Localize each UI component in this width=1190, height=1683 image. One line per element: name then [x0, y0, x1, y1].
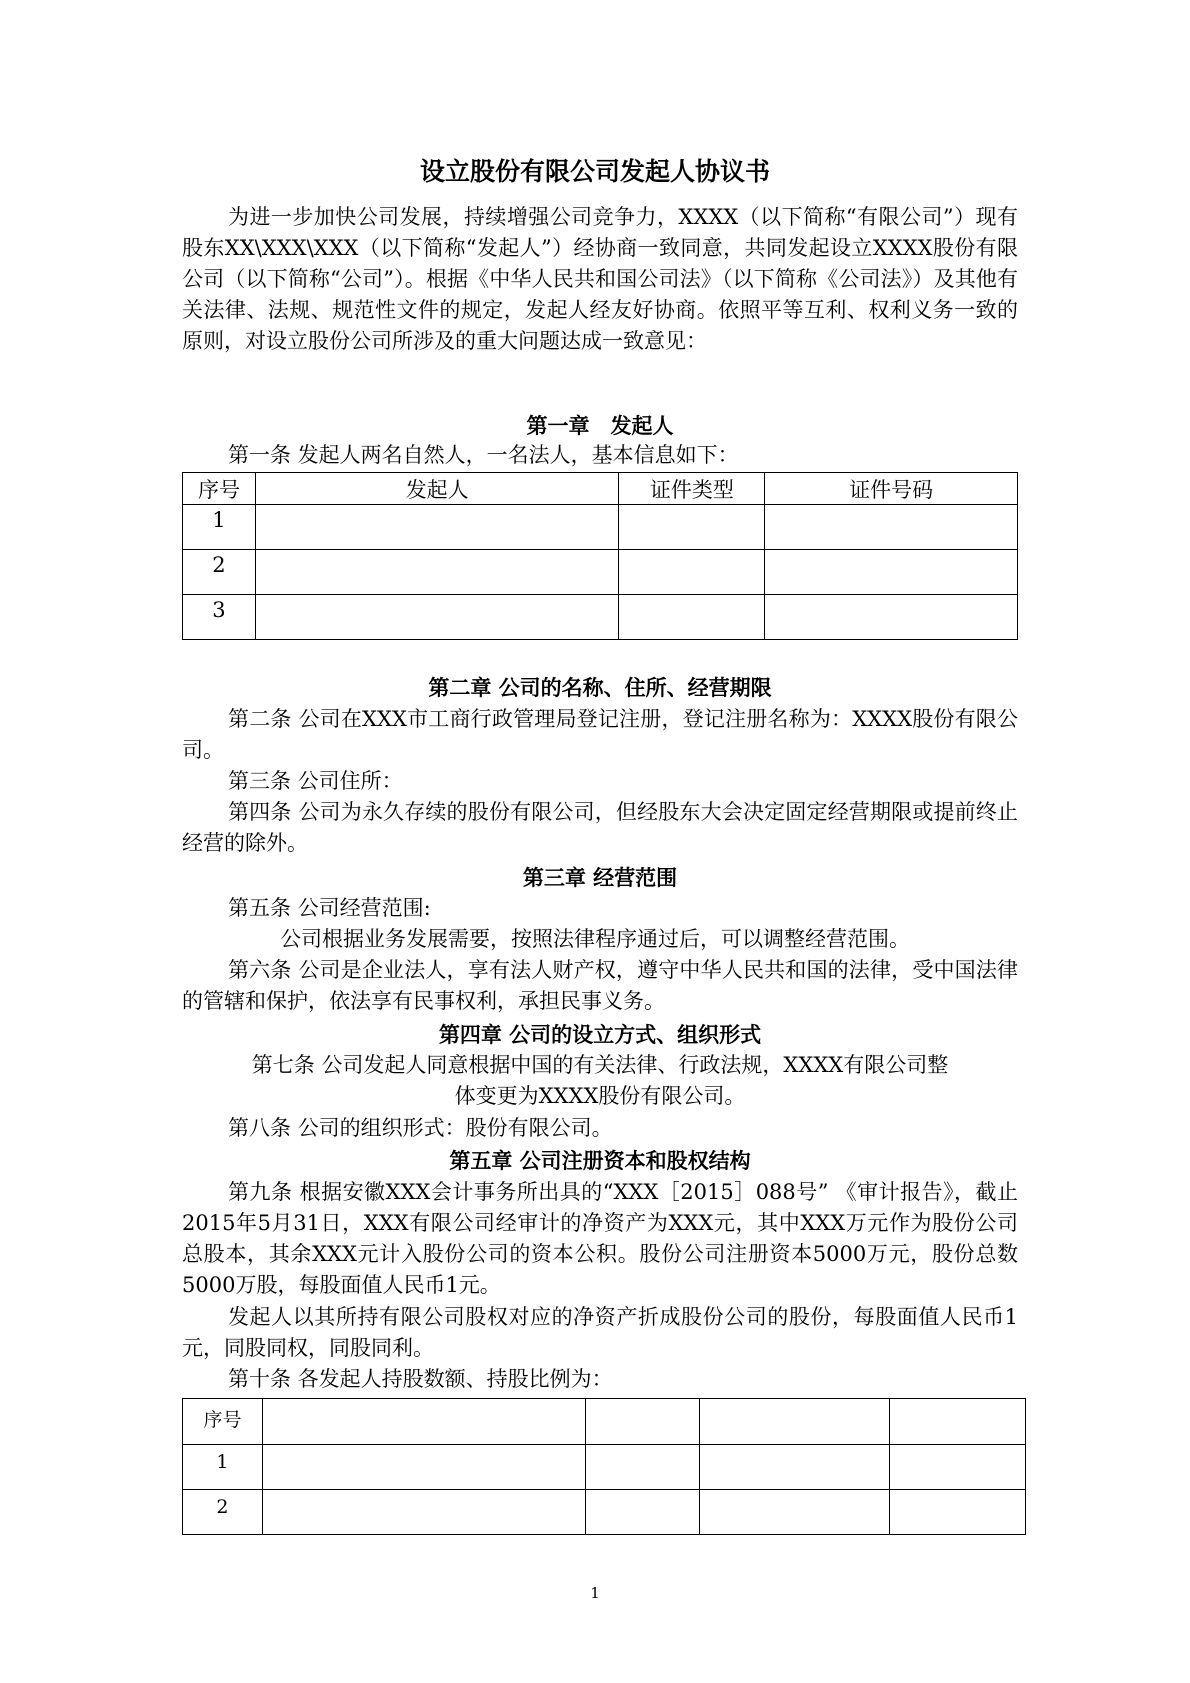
article-9: 第九条 根据安徽XXX会计事务所出具的“XXX［2015］088号” 《审计报告》，截止2015年5月31日，XXX有限公司经审计的净资产为XXX元，其中XXX万元作为股份公司总股本，其余XXX元计入股份公司的资本公积。股份公司注册资本5000万元，股份总数5000万股，每股面值人民币1元。 — [182, 1180, 1018, 1297]
table-cell — [262, 1399, 585, 1445]
row-index-cell: 2 — [183, 1490, 263, 1535]
chapter-4-heading: 第四章 公司的设立方式、组织形式 — [438, 1022, 762, 1047]
table-cell — [255, 595, 619, 640]
article-10: 第十条 各发起人持股数额、持股比例为： — [228, 1367, 613, 1391]
article-9-continued: 发起人以其所持有限公司股权对应的净资产折成股份公司的股份，每股面值人民币1元，同股同权，同股同利。 — [182, 1305, 1018, 1360]
article-1: 第一条 发起人两名自然人，一名法人，基本信息如下： — [228, 443, 739, 467]
table-cell — [765, 595, 1018, 640]
header-cell-index: 序号 — [183, 1399, 263, 1445]
row-index-cell: 3 — [183, 595, 256, 640]
row-index-cell: 1 — [183, 1445, 263, 1490]
table-cell — [619, 505, 765, 550]
business-scope-note: 公司根据业务发展需要，按照法律程序通过后，可以调整经营范围。 — [280, 927, 910, 951]
chapter-1-heading: 第一章 发起人 — [526, 413, 674, 438]
row-index-cell: 2 — [183, 550, 256, 595]
article-2: 第二条 公司在XXX市工商行政管理局登记注册，登记注册名称为：XXXX股份有限公司。 — [182, 707, 1018, 762]
table-cell — [585, 1399, 700, 1445]
table-cell — [700, 1399, 890, 1445]
article-3: 第三条 公司住所： — [228, 769, 403, 793]
table-cell — [619, 595, 765, 640]
table-row — [183, 550, 1018, 595]
article-7-line-2: 体变更为XXXX股份有限公司。 — [454, 1084, 746, 1108]
table-cell — [585, 1445, 700, 1490]
shareholding-table — [182, 1398, 1026, 1535]
header-cell-founder: 发起人 — [255, 473, 619, 505]
table-cell — [765, 505, 1018, 550]
table-cell — [890, 1399, 1026, 1445]
table-cell — [700, 1490, 890, 1535]
table-cell — [619, 550, 765, 595]
article-6: 第六条 公司是企业法人，享有法人财产权，遵守中华人民共和国的法律，受中国法律的管辖和保护，依法享有民事权利，承担民事义务。 — [182, 958, 1018, 1013]
article-8: 第八条 公司的组织形式：股份有限公司。 — [228, 1116, 613, 1140]
founders-table — [182, 472, 1018, 640]
chapter-3-heading: 第三章 经营范围 — [522, 865, 678, 890]
article-4: 第四条 公司为永久存续的股份有限公司，但经股东大会决定固定经营期限或提前终止经营的除外。 — [182, 800, 1018, 855]
table-row — [183, 505, 1018, 550]
table-cell — [255, 550, 619, 595]
page-number: 1 — [590, 1584, 600, 1602]
header-cell-index: 序号 — [183, 473, 256, 505]
article-5: 第五条 公司经营范围: — [228, 896, 431, 920]
header-cell-id-type: 证件类型 — [619, 473, 765, 505]
intro-paragraph: 为进一步加快公司发展，持续增强公司竞争力，XXXX（以下简称“有限公司”）现有股东XX\XXX\XXX（以下简称“发起人”）经协商一致同意，共同发起设立XXXX股份有限公司（以下简称“公司”）。根据《中华人民共和国公司法》（以下简称《公司法》）及其他有关法律、法规、规范性文件的规定，发起人经友好协商。依照平等互利、权利义务一致的原则，对设立股份公司所涉及的重大问题达成一致意见： — [182, 205, 1018, 353]
chapter-2-heading: 第二章 公司的名称、住所、经营期限 — [428, 675, 772, 700]
table-cell — [255, 505, 619, 550]
founders-table-header-row — [183, 473, 1018, 505]
table-cell — [765, 550, 1018, 595]
shareholding-table-header-row — [183, 1399, 1026, 1445]
table-cell — [890, 1490, 1026, 1535]
table-row — [183, 595, 1018, 640]
table-row — [183, 1445, 1026, 1490]
header-cell-id-number: 证件号码 — [765, 473, 1018, 505]
table-cell — [262, 1490, 585, 1535]
table-cell — [890, 1445, 1026, 1490]
chapter-5-heading: 第五章 公司注册资本和股权结构 — [449, 1148, 751, 1173]
row-index-cell: 1 — [183, 505, 256, 550]
article-7-line-1: 第七条 公司发起人同意根据中国的有关法律、行政法规，XXXX有限公司整 — [251, 1053, 949, 1077]
document-title: 设立股份有限公司发起人协议书 — [419, 157, 770, 186]
table-cell — [585, 1490, 700, 1535]
table-cell — [262, 1445, 585, 1490]
table-row — [183, 1490, 1026, 1535]
table-cell — [700, 1445, 890, 1490]
